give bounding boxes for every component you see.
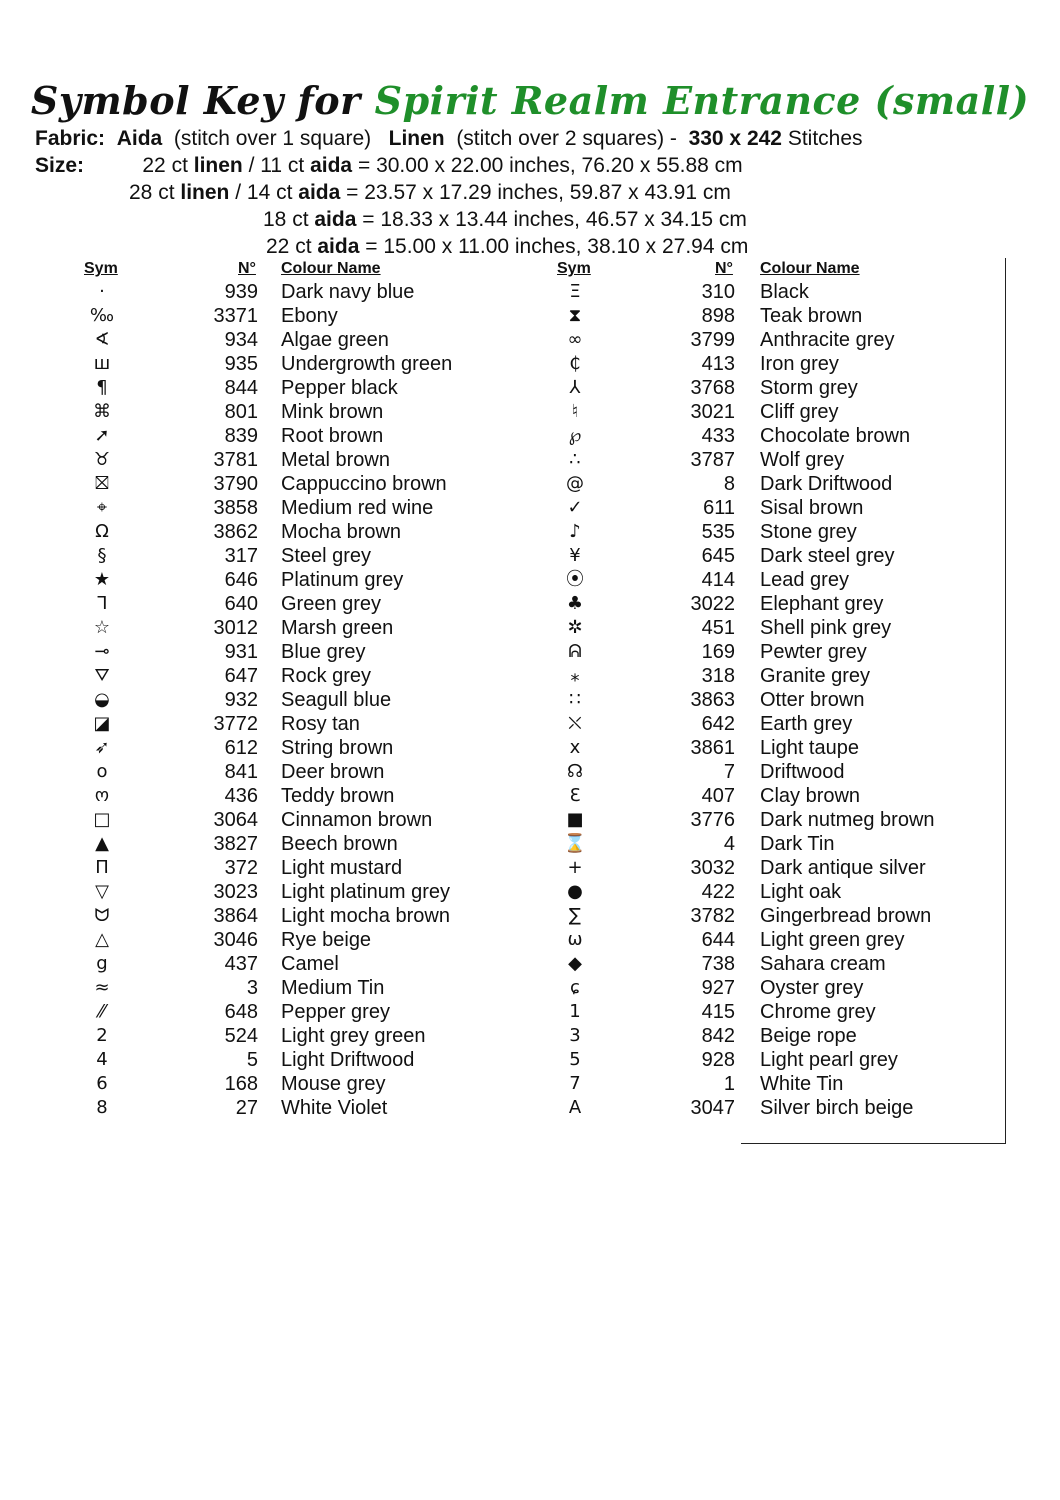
size-line-4 bbox=[266, 234, 748, 260]
dmc-number: 640 bbox=[224, 593, 258, 615]
colour-name: Wolf grey bbox=[760, 449, 845, 471]
table-row bbox=[0, 616, 1000, 640]
symbol-glyph: ᕱ bbox=[568, 641, 582, 662]
size-dimensions: = 15.00 x 11.00 inches, 38.10 x 27.94 cm bbox=[365, 235, 749, 258]
symbol-glyph: Ω bbox=[95, 521, 109, 542]
colour-name: White Violet bbox=[281, 1097, 388, 1119]
symbol-glyph: ‰ bbox=[89, 305, 115, 326]
dmc-number: 3790 bbox=[213, 473, 258, 495]
title-prefix: Symbol Key for bbox=[30, 78, 361, 123]
dmc-number: 801 bbox=[224, 401, 258, 423]
header-name-right: Colour Name bbox=[760, 260, 860, 277]
colour-name: Cappuccino brown bbox=[281, 473, 447, 495]
symbol-glyph: 3 bbox=[569, 1025, 581, 1046]
size-count-alt: / 14 ct bbox=[235, 181, 293, 204]
symbol-glyph: o bbox=[96, 761, 108, 782]
symbol-glyph: ⛛ bbox=[94, 665, 110, 686]
size-fabric-alt: aida bbox=[298, 181, 341, 204]
dmc-number: 928 bbox=[701, 1049, 735, 1071]
header-num-right: N° bbox=[715, 260, 733, 277]
table-row bbox=[0, 496, 1000, 520]
dmc-number: 3768 bbox=[690, 377, 735, 399]
colour-name: Gingerbread brown bbox=[760, 905, 932, 927]
colour-name: Medium red wine bbox=[281, 497, 434, 519]
symbol-glyph: ∷ bbox=[569, 689, 581, 710]
symbol-glyph: ⛌ bbox=[568, 713, 582, 734]
colour-name: Algae green bbox=[281, 329, 389, 351]
dmc-number: 3776 bbox=[690, 809, 735, 831]
symbol-glyph: ⌖ bbox=[96, 497, 108, 518]
colour-name: Teddy brown bbox=[281, 785, 395, 807]
symbol-glyph: ➚ bbox=[94, 425, 110, 446]
dmc-number: 437 bbox=[224, 953, 258, 975]
symbol-glyph: ¥ bbox=[569, 545, 581, 566]
page-title bbox=[0, 78, 1060, 123]
table-row bbox=[0, 352, 1000, 376]
symbol-glyph: ⛝ bbox=[95, 473, 109, 494]
dmc-number: 168 bbox=[224, 1073, 258, 1095]
colour-name: Beech brown bbox=[281, 833, 398, 855]
size-line-3 bbox=[263, 207, 747, 233]
colour-name: Beige rope bbox=[760, 1025, 857, 1047]
colour-name: Camel bbox=[281, 953, 339, 975]
dmc-number: 738 bbox=[701, 953, 735, 975]
colour-name: Platinum grey bbox=[281, 569, 404, 591]
table-row bbox=[0, 472, 1000, 496]
fabric-line bbox=[35, 126, 863, 152]
size-count-alt: / 11 ct bbox=[248, 154, 305, 177]
size-dimensions: = 30.00 x 22.00 inches, 76.20 x 55.88 cm bbox=[357, 154, 743, 177]
symbol-glyph: + bbox=[567, 857, 583, 878]
dmc-number: 3023 bbox=[213, 881, 258, 903]
colour-name: Light oak bbox=[760, 881, 842, 903]
dmc-number: 1 bbox=[723, 1073, 735, 1095]
table-row bbox=[0, 376, 1000, 400]
symbol-glyph: ◪ bbox=[93, 713, 111, 734]
symbol-glyph: ♮ bbox=[571, 401, 579, 422]
colour-name: Light grey green bbox=[281, 1025, 426, 1047]
colour-name: Shell pink grey bbox=[760, 617, 892, 639]
symbol-table-right bbox=[0, 280, 1000, 1120]
dmc-number: 317 bbox=[224, 545, 258, 567]
table-border-right bbox=[1005, 258, 1006, 1144]
colour-name: Light taupe bbox=[760, 737, 859, 759]
dmc-number: 648 bbox=[224, 1001, 258, 1023]
dmc-number: 414 bbox=[701, 569, 735, 591]
table-row bbox=[0, 904, 1000, 928]
size-count: 22 ct bbox=[266, 235, 312, 258]
symbol-glyph: ∢ bbox=[94, 329, 110, 350]
colour-name: Rock grey bbox=[281, 665, 372, 687]
colour-name: Dark nutmeg brown bbox=[760, 809, 935, 831]
table-row bbox=[0, 592, 1000, 616]
symbol-glyph: ⁄⁄ bbox=[98, 1001, 105, 1022]
dmc-number: 898 bbox=[701, 305, 735, 327]
colour-name: Light pearl grey bbox=[760, 1049, 898, 1071]
size-line-2 bbox=[129, 180, 731, 206]
symbol-glyph: □ bbox=[93, 809, 111, 830]
size-fabric: aida bbox=[314, 208, 357, 231]
size-dimensions: = 18.33 x 13.44 inches, 46.57 x 34.15 cm bbox=[362, 208, 747, 231]
dmc-number: 8 bbox=[723, 473, 735, 495]
table-row bbox=[0, 640, 1000, 664]
table-row bbox=[0, 832, 1000, 856]
dmc-number: 407 bbox=[701, 785, 735, 807]
symbol-glyph: Ξ bbox=[569, 281, 581, 302]
dmc-number: 3047 bbox=[690, 1097, 735, 1119]
symbol-glyph: 7 bbox=[569, 1073, 581, 1094]
symbol-glyph: ⧗ bbox=[568, 305, 582, 326]
colour-name: White Tin bbox=[760, 1073, 844, 1095]
size-count: 28 ct bbox=[129, 181, 175, 204]
colour-name: Mink brown bbox=[281, 401, 384, 423]
colour-name: Chrome grey bbox=[760, 1001, 876, 1023]
dmc-number: 844 bbox=[224, 377, 258, 399]
colour-name: Light mocha brown bbox=[281, 905, 450, 927]
fabric-linen-note: (stitch over 2 squares) - bbox=[456, 127, 677, 150]
dmc-number: 372 bbox=[224, 857, 258, 879]
symbol-glyph: ★ bbox=[93, 569, 111, 590]
symbol-glyph: ⅄ bbox=[569, 377, 581, 398]
colour-name: Deer brown bbox=[281, 761, 385, 783]
table-row bbox=[0, 424, 1000, 448]
table-row bbox=[0, 568, 1000, 592]
table-row bbox=[0, 280, 1000, 304]
symbol-glyph: 2 bbox=[96, 1025, 108, 1046]
symbol-glyph: Π bbox=[95, 857, 109, 878]
dmc-number: 4 bbox=[723, 833, 735, 855]
table-row bbox=[0, 328, 1000, 352]
dmc-number: 3863 bbox=[690, 689, 735, 711]
colour-name: Clay brown bbox=[760, 785, 861, 807]
dmc-number: 433 bbox=[701, 425, 735, 447]
symbol-glyph: ✓ bbox=[567, 497, 583, 518]
header-sym-left: Sym bbox=[84, 260, 118, 277]
colour-name: Granite grey bbox=[760, 665, 871, 687]
symbol-glyph: ▽ bbox=[95, 881, 109, 902]
dmc-number: 422 bbox=[701, 881, 735, 903]
colour-name: Elephant grey bbox=[760, 593, 884, 615]
symbol-glyph: 5 bbox=[569, 1049, 581, 1070]
colour-name: Dark Driftwood bbox=[760, 473, 893, 495]
symbol-glyph: @ bbox=[566, 473, 584, 494]
symbol-glyph: · bbox=[99, 281, 105, 302]
colour-name: Cinnamon brown bbox=[281, 809, 433, 831]
dmc-number: 646 bbox=[224, 569, 258, 591]
symbol-glyph: ● bbox=[567, 881, 583, 902]
colour-name: Dark steel grey bbox=[760, 545, 895, 567]
dmc-number: 3772 bbox=[213, 713, 258, 735]
dmc-number: 451 bbox=[701, 617, 735, 639]
symbol-glyph: ⌘ bbox=[93, 401, 111, 422]
symbol-glyph: ☆ bbox=[93, 617, 111, 638]
symbol-glyph: ◆ bbox=[568, 953, 582, 974]
symbol-glyph: ▲ bbox=[95, 833, 109, 854]
table-row bbox=[0, 400, 1000, 424]
table-row bbox=[0, 664, 1000, 688]
dmc-number: 3371 bbox=[213, 305, 258, 327]
fabric-linen: Linen bbox=[388, 127, 445, 150]
colour-name: Cliff grey bbox=[760, 401, 839, 423]
colour-name: Seagull blue bbox=[281, 689, 392, 711]
symbol-glyph: ო bbox=[94, 785, 110, 806]
symbol-glyph: ⌛ bbox=[563, 833, 587, 854]
symbol-glyph: ⊸ bbox=[94, 641, 110, 662]
colour-name: Anthracite grey bbox=[760, 329, 895, 351]
dmc-number: 3781 bbox=[213, 449, 258, 471]
symbol-glyph: ∞ bbox=[567, 329, 583, 350]
symbol-glyph: A bbox=[568, 1097, 582, 1118]
dmc-number: 842 bbox=[701, 1025, 735, 1047]
dmc-number: 647 bbox=[224, 665, 258, 687]
dmc-number: 841 bbox=[224, 761, 258, 783]
table-row bbox=[0, 736, 1000, 760]
table-row bbox=[0, 544, 1000, 568]
colour-name: Undergrowth green bbox=[281, 353, 453, 375]
dmc-number: 934 bbox=[224, 329, 258, 351]
symbol-glyph: ♣ bbox=[566, 593, 584, 614]
dmc-number: 3799 bbox=[690, 329, 735, 351]
colour-name: Light Driftwood bbox=[281, 1049, 415, 1071]
dmc-number: 645 bbox=[701, 545, 735, 567]
table-row bbox=[0, 1072, 1000, 1096]
symbol-glyph: ⦿ bbox=[566, 569, 584, 590]
symbol-glyph: ш bbox=[93, 353, 111, 374]
colour-name: Medium Tin bbox=[281, 977, 385, 999]
colour-name: Driftwood bbox=[760, 761, 845, 783]
dmc-number: 310 bbox=[701, 281, 735, 303]
symbol-glyph: ω bbox=[567, 929, 583, 950]
dmc-number: 415 bbox=[701, 1001, 735, 1023]
stitch-count: 330 x 242 bbox=[688, 127, 782, 150]
table-row bbox=[0, 520, 1000, 544]
colour-name: Sahara cream bbox=[760, 953, 886, 975]
fabric-aida: Aida bbox=[116, 127, 163, 150]
stitch-word: Stitches bbox=[787, 127, 863, 150]
symbol-glyph: ≈ bbox=[94, 977, 110, 998]
dmc-number: 3021 bbox=[690, 401, 735, 423]
dmc-number: 3858 bbox=[213, 497, 258, 519]
dmc-number: 3864 bbox=[213, 905, 258, 927]
symbol-glyph: § bbox=[97, 545, 107, 566]
dmc-number: 3862 bbox=[213, 521, 258, 543]
symbol-glyph: Ɛ bbox=[569, 785, 581, 806]
size-dimensions: = 23.57 x 17.29 inches, 59.87 x 43.91 cm bbox=[346, 181, 731, 204]
colour-name: Silver birch beige bbox=[760, 1097, 914, 1119]
size-fabric: linen bbox=[180, 181, 230, 204]
colour-name: Root brown bbox=[281, 425, 384, 447]
dmc-number: 3046 bbox=[213, 929, 258, 951]
dmc-number: 3032 bbox=[690, 857, 735, 879]
colour-name: Pepper grey bbox=[281, 1001, 390, 1023]
header-num-left: N° bbox=[238, 260, 256, 277]
dmc-number: 611 bbox=[703, 497, 735, 519]
table-row bbox=[0, 760, 1000, 784]
table-border-bottom bbox=[741, 1143, 1006, 1144]
colour-name: Sisal brown bbox=[760, 497, 864, 519]
colour-name: Dark antique silver bbox=[760, 857, 926, 879]
colour-name: Rye beige bbox=[281, 929, 372, 951]
size-fabric: aida bbox=[317, 235, 360, 258]
symbol-glyph: 4 bbox=[96, 1049, 108, 1070]
symbol-glyph: 8 bbox=[96, 1097, 108, 1118]
colour-name: Teak brown bbox=[760, 305, 863, 327]
dmc-number: 927 bbox=[701, 977, 735, 999]
symbol-glyph: ɕ bbox=[570, 977, 580, 998]
size-fabric: linen bbox=[193, 154, 243, 177]
dmc-number: 935 bbox=[224, 353, 258, 375]
symbol-glyph: 6 bbox=[96, 1073, 108, 1094]
colour-name: Dark navy blue bbox=[281, 281, 415, 303]
symbol-glyph: ➶ bbox=[94, 737, 110, 758]
colour-name: Light mustard bbox=[281, 857, 403, 879]
dmc-number: 3827 bbox=[213, 833, 258, 855]
colour-name: Stone grey bbox=[760, 521, 857, 543]
table-row bbox=[0, 808, 1000, 832]
dmc-number: 3 bbox=[246, 977, 258, 999]
table-row bbox=[0, 448, 1000, 472]
size-label: Size: bbox=[35, 154, 85, 177]
size-count: 22 ct bbox=[142, 154, 188, 177]
dmc-number: 169 bbox=[701, 641, 735, 663]
symbol-glyph: ☊ bbox=[567, 761, 583, 782]
symbol-glyph: ₵ bbox=[569, 353, 581, 374]
colour-name: Metal brown bbox=[281, 449, 390, 471]
colour-name: Chocolate brown bbox=[760, 425, 911, 447]
symbol-glyph: ∑ bbox=[568, 905, 582, 926]
dmc-number: 612 bbox=[224, 737, 258, 759]
table-row bbox=[0, 1048, 1000, 1072]
table-row bbox=[0, 784, 1000, 808]
symbol-glyph: ♪ bbox=[569, 521, 581, 542]
colour-name: Light green grey bbox=[760, 929, 905, 951]
dmc-number: 3787 bbox=[690, 449, 735, 471]
colour-name: Otter brown bbox=[760, 689, 865, 711]
symbol-glyph: ⁎ bbox=[570, 665, 580, 686]
dmc-number: 931 bbox=[224, 641, 258, 663]
dmc-number: 27 bbox=[235, 1097, 258, 1119]
table-row bbox=[0, 856, 1000, 880]
colour-name: Mocha brown bbox=[281, 521, 402, 543]
symbol-glyph: ᒣ bbox=[96, 593, 108, 614]
colour-name: Ebony bbox=[281, 305, 338, 327]
table-row bbox=[0, 304, 1000, 328]
dmc-number: 5 bbox=[246, 1049, 258, 1071]
colour-name: Black bbox=[760, 281, 809, 303]
colour-name: Blue grey bbox=[281, 641, 366, 663]
fabric-label: Fabric: bbox=[35, 127, 106, 150]
table-row bbox=[0, 880, 1000, 904]
dmc-number: 535 bbox=[701, 521, 735, 543]
dmc-number: 3064 bbox=[213, 809, 258, 831]
dmc-number: 3861 bbox=[690, 737, 735, 759]
dmc-number: 642 bbox=[701, 713, 735, 735]
colour-name: Rosy tan bbox=[281, 713, 360, 735]
symbol-glyph: △ bbox=[95, 929, 109, 950]
table-row bbox=[0, 1000, 1000, 1024]
dmc-number: 932 bbox=[224, 689, 258, 711]
colour-name: Oyster grey bbox=[760, 977, 864, 999]
colour-name: Light platinum grey bbox=[281, 881, 450, 903]
table-row bbox=[0, 1096, 1000, 1120]
size-count: 18 ct bbox=[263, 208, 309, 231]
symbol-glyph: ∴ bbox=[569, 449, 581, 470]
table-row bbox=[0, 976, 1000, 1000]
dmc-number: 939 bbox=[224, 281, 258, 303]
symbol-glyph: x bbox=[569, 737, 581, 758]
dmc-number: 644 bbox=[701, 929, 735, 951]
pattern-name: Spirit Realm Entrance (small) bbox=[374, 78, 1030, 123]
fabric-aida-note: (stitch over 1 square) bbox=[173, 127, 372, 150]
header-name-left: Colour Name bbox=[281, 260, 381, 277]
symbol-glyph: g bbox=[96, 953, 108, 974]
size-line-1 bbox=[35, 153, 743, 179]
colour-name: Earth grey bbox=[760, 713, 853, 735]
symbol-glyph: 1 bbox=[569, 1001, 581, 1022]
symbol-glyph: ✲ bbox=[567, 617, 583, 638]
table-row bbox=[0, 928, 1000, 952]
colour-name: Steel grey bbox=[281, 545, 372, 567]
dmc-number: 413 bbox=[701, 353, 735, 375]
table-row bbox=[0, 712, 1000, 736]
colour-name: Dark Tin bbox=[760, 833, 835, 855]
symbol-glyph: ◒ bbox=[94, 689, 110, 710]
dmc-number: 436 bbox=[224, 785, 258, 807]
size-fabric-alt: aida bbox=[310, 154, 353, 177]
colour-name: String brown bbox=[281, 737, 394, 759]
header-sym-right: Sym bbox=[557, 260, 591, 277]
symbol-glyph: ᗢ bbox=[94, 905, 110, 926]
symbol-glyph: ♉ bbox=[93, 449, 111, 470]
dmc-number: 3782 bbox=[690, 905, 735, 927]
dmc-number: 318 bbox=[701, 665, 735, 687]
table-row bbox=[0, 1024, 1000, 1048]
dmc-number: 7 bbox=[723, 761, 735, 783]
colour-name: Mouse grey bbox=[281, 1073, 386, 1095]
colour-name: Pepper black bbox=[281, 377, 398, 399]
symbol-glyph: ¶ bbox=[96, 377, 108, 398]
colour-name: Storm grey bbox=[760, 377, 858, 399]
table-row bbox=[0, 688, 1000, 712]
dmc-number: 3022 bbox=[690, 593, 735, 615]
colour-name: Marsh green bbox=[281, 617, 394, 639]
colour-name: Iron grey bbox=[760, 353, 839, 375]
colour-name: Green grey bbox=[281, 593, 382, 615]
symbol-glyph: ℘ bbox=[568, 425, 582, 446]
dmc-number: 839 bbox=[224, 425, 258, 447]
colour-name: Pewter grey bbox=[760, 641, 867, 663]
dmc-number: 3012 bbox=[213, 617, 258, 639]
colour-name: Lead grey bbox=[760, 569, 849, 591]
symbol-glyph: ■ bbox=[566, 809, 584, 830]
table-row bbox=[0, 952, 1000, 976]
dmc-number: 524 bbox=[224, 1025, 258, 1047]
